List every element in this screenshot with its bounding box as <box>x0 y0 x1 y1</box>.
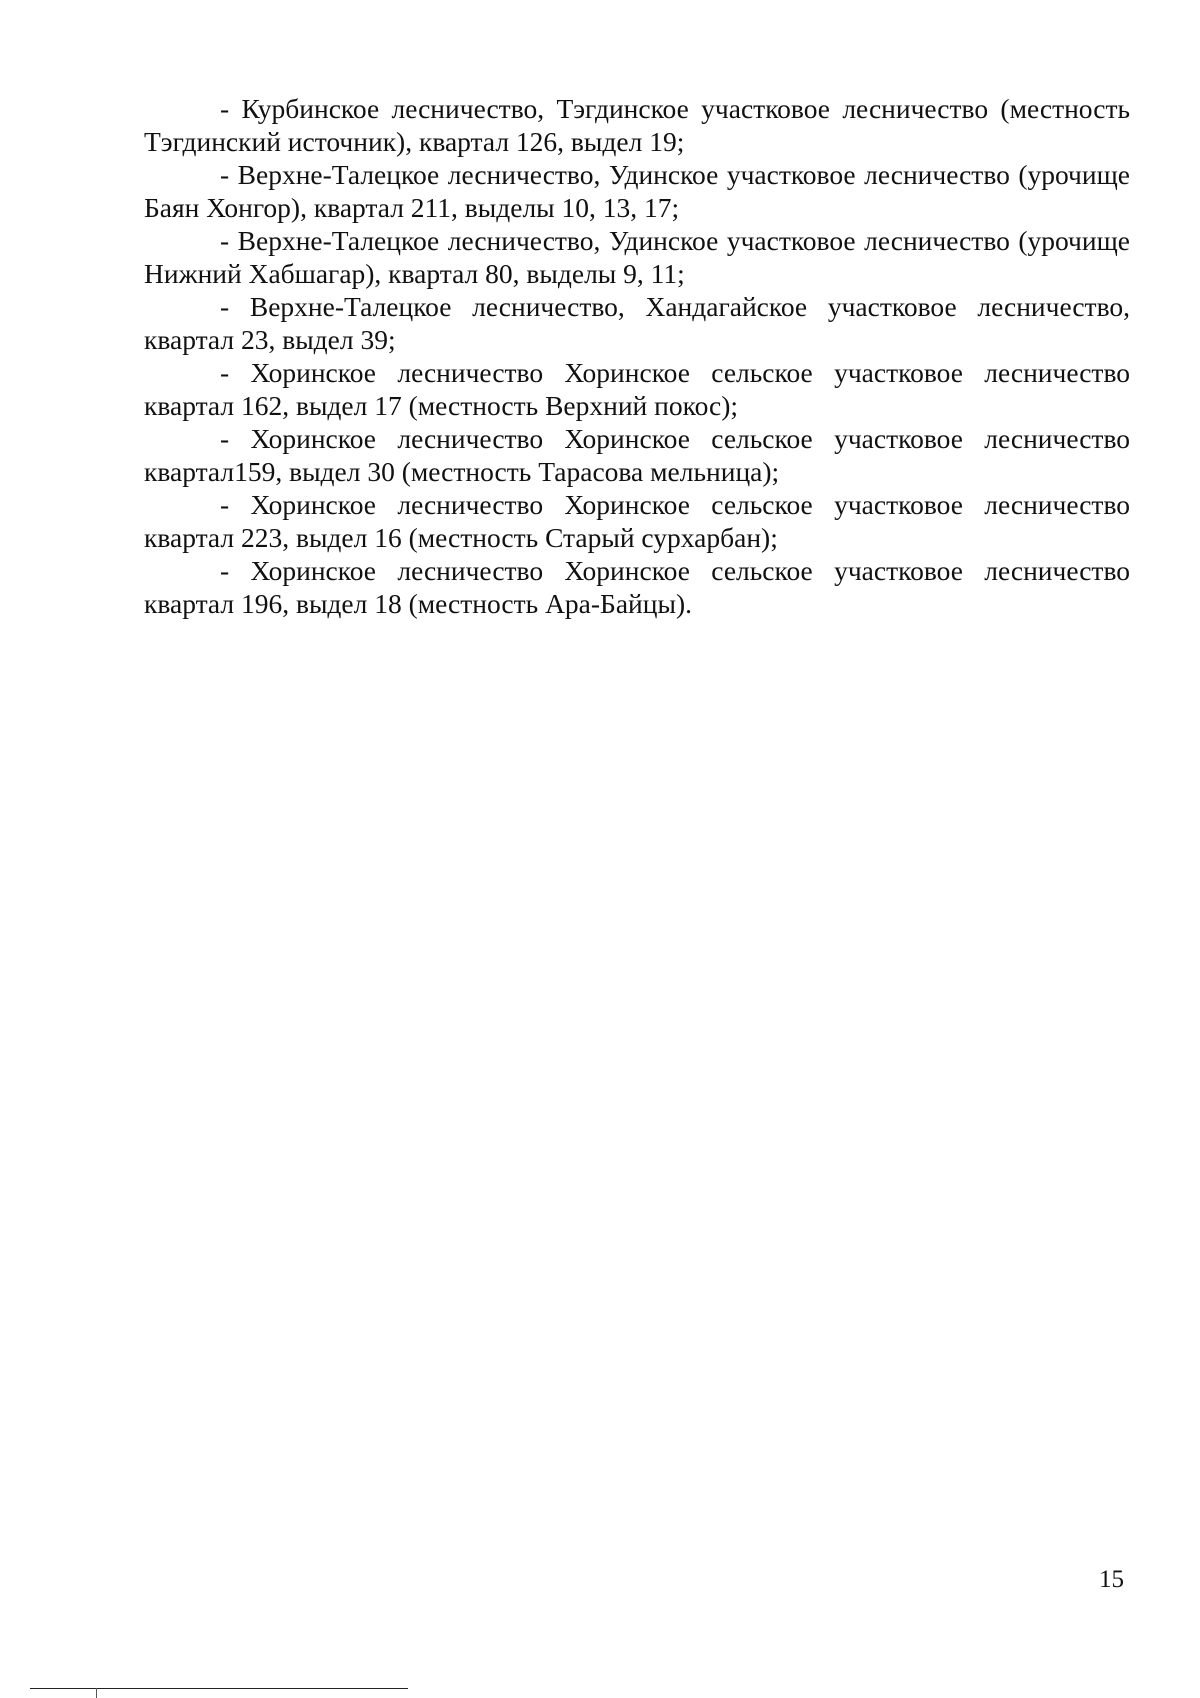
list-item-paragraph: - Хоринское лесничество Хоринское сельское участковое лесничество квартал 223, выдел 16 (местность Старый сурхарбан); <box>144 489 1130 553</box>
list-item-paragraph: - Верхне-Талецкое лесничество, Хандагайское участковое лесничество, квартал 23, выдел 39; <box>144 291 1130 355</box>
footnote-divider <box>30 1688 408 1689</box>
list-item-paragraph: - Верхне-Талецкое лесничество, Удинское участковое лесничество (урочище Нижний Хабшагар), квартал 80, выделы 9, 11; <box>144 225 1130 289</box>
list-item-paragraph: - Хоринское лесничество Хоринское сельское участковое лесничество квартал 196, выдел 18 (местность Ара-Байцы). <box>144 555 1130 619</box>
divider-tick-mark <box>96 1688 97 1698</box>
document-body <box>144 92 1130 620</box>
list-item-paragraph: - Хоринское лесничество Хоринское сельское участковое лесничество квартал 162, выдел 17 (местность Верхний покос); <box>144 357 1130 421</box>
list-item-paragraph: - Хоринское лесничество Хоринское сельское участковое лесничество квартал159, выдел 30 (местность Тарасова мельница); <box>144 423 1130 487</box>
list-item-paragraph: - Курбинское лесничество, Тэгдинское участковое лесничество (местность Тэгдинский источник), квартал 126, выдел 19; <box>144 93 1130 157</box>
list-item-paragraph: - Верхне-Талецкое лесничество, Удинское участковое лесничество (урочище Баян Хонгор), квартал 211, выделы 10, 13, 17; <box>144 159 1130 223</box>
page-number: 15 <box>1099 1566 1124 1593</box>
